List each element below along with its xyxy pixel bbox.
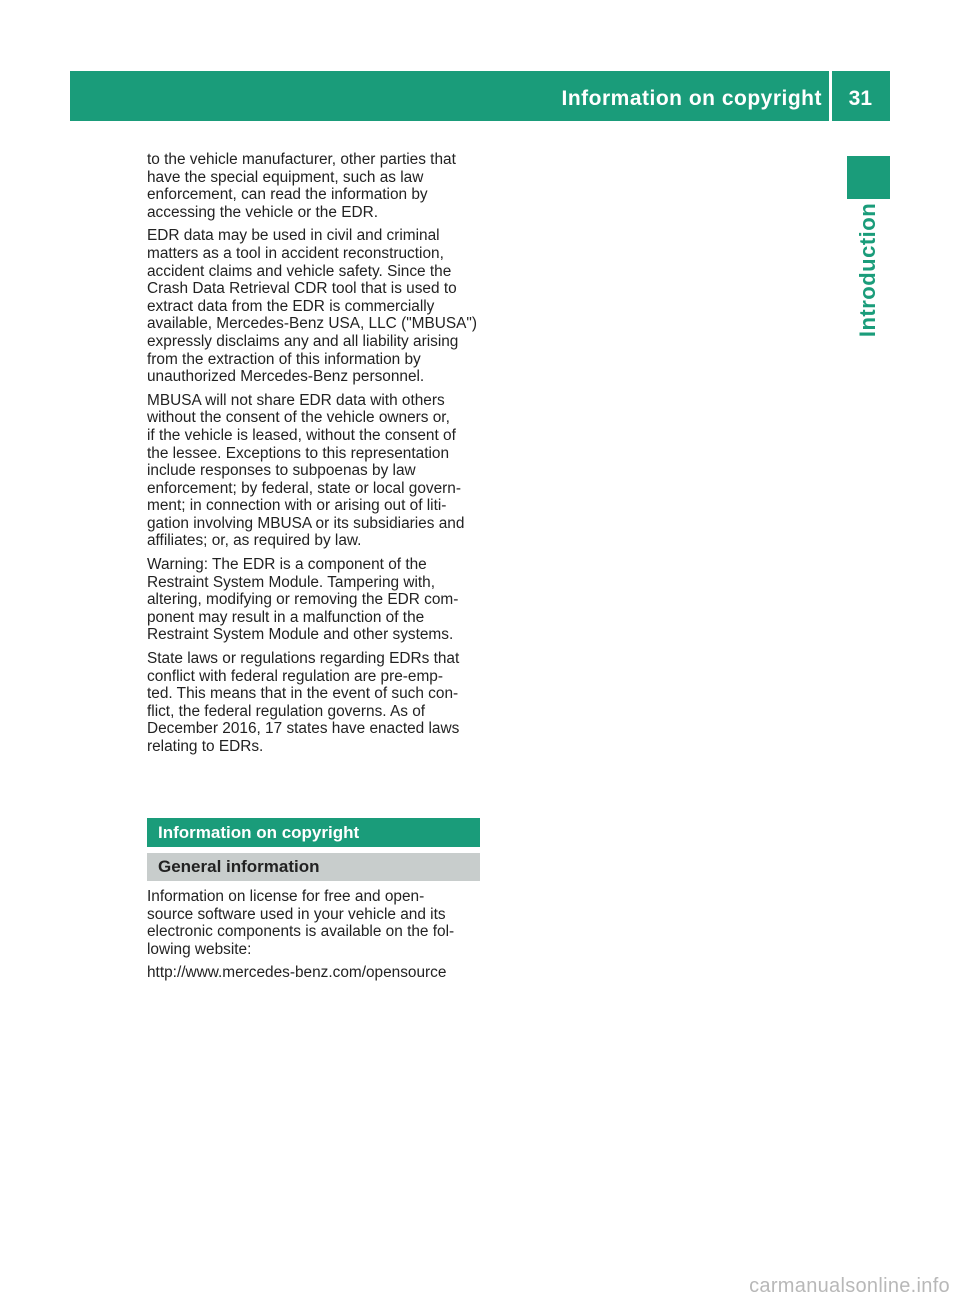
side-tab-label: Introduction — [855, 202, 880, 338]
paragraph-warning: Warning: The EDR is a component of the Restraint System Module. Tampering with, altering, modifying or removing the EDR com- ponent may result in a malfunction of the Restraint System Module and other systems. — [147, 556, 459, 644]
header-title: Information on copyright — [561, 87, 822, 110]
page-number: 31 — [848, 87, 872, 110]
subsection-heading-general: General information — [147, 853, 480, 881]
paragraph-license-info: Information on license for free and open- source software used in your vehicle and its electronic components is available on the fol- lowing website: — [147, 888, 455, 958]
paragraph-edr-usage: EDR data may be used in civil and criminal matters as a tool in accident reconstruction, accident claims and vehicle safety. Since the Crash Data Retrieval CDR tool that is used to extract data from the EDR is commercially available, Mercedes-Benz USA, LLC ("MBUSA") expressly disclaims any and all liability arising from the extraction of this information by unauthorized Mercedes-Benz personnel. — [147, 227, 477, 386]
section-heading-copyright: Information on copyright — [147, 818, 480, 847]
side-tab-marker — [847, 156, 890, 199]
paragraph-state-laws: State laws or regulations regarding EDRs that conflict with federal regulation are pre-emp- ted. This means that in the event of such con- flict, the federal regulation governs. As of December 2016, 17 states have enacted laws relating to EDRs. — [147, 650, 460, 755]
opensource-url: http://www.mercedes-benz.com/opensource — [147, 964, 447, 982]
body-text — [147, 151, 483, 762]
paragraph-edr-access: to the vehicle manufacturer, other parties that have the special equipment, such as law enforcement, can read the information by accessing the vehicle or the EDR. — [147, 151, 456, 221]
watermark: carmanualsonline.info — [749, 1275, 950, 1297]
paragraph-mbusa-sharing: MBUSA will not share EDR data with others without the consent of the vehicle owners or, if the vehicle is leased, without the consent of the lessee. Exceptions to this representation include responses to subpoenas by law enforcement; by federal, state or local govern- ment; in connection with or arising out of liti- gation involving MBUSA or its subsidiaries and affiliates; or, as required by law. — [147, 391, 465, 550]
section-body-text — [147, 888, 483, 988]
header-divider — [829, 71, 832, 121]
page-header-bar — [70, 71, 890, 121]
